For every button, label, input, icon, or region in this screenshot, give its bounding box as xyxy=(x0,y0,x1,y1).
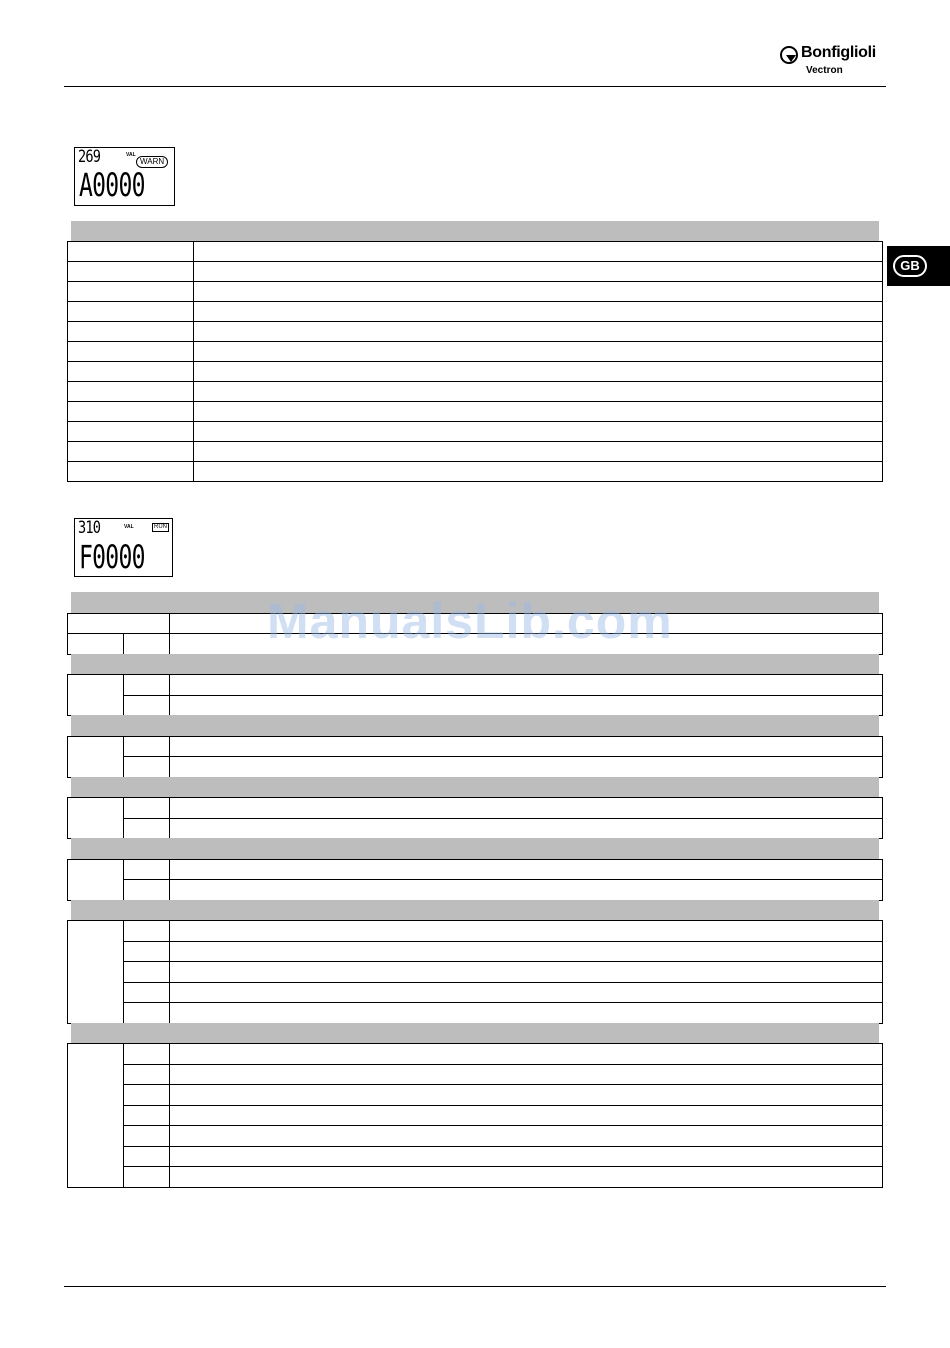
table-row xyxy=(68,859,883,880)
group-header-bar xyxy=(71,777,879,798)
table-row xyxy=(68,798,883,819)
fault-group-table xyxy=(67,1043,883,1188)
code-cell xyxy=(124,1146,170,1167)
description-cell xyxy=(170,859,883,880)
description-cell xyxy=(170,982,883,1003)
table1-header-bar xyxy=(71,221,879,241)
table-row xyxy=(68,262,883,282)
code-group-cell xyxy=(68,921,124,1024)
description-cell xyxy=(170,757,883,778)
table-row xyxy=(68,736,883,757)
description-cell xyxy=(170,962,883,983)
code-cell xyxy=(68,342,194,362)
group-header-bar xyxy=(71,1023,879,1044)
code-cell xyxy=(124,695,170,716)
table-row xyxy=(68,1064,883,1085)
table-row xyxy=(68,362,883,382)
description-cell xyxy=(170,921,883,942)
table-row xyxy=(68,1085,883,1106)
description-cell xyxy=(170,1064,883,1085)
brand-sub: Vectron xyxy=(806,65,843,76)
lcd-warn-indicator: WARN xyxy=(136,156,168,168)
code-cell xyxy=(124,1003,170,1024)
description-cell xyxy=(170,1044,883,1065)
footer-rule xyxy=(64,1286,886,1287)
code-cell xyxy=(124,1167,170,1188)
description-cell xyxy=(170,1003,883,1024)
table-row xyxy=(68,1146,883,1167)
description-cell xyxy=(170,1085,883,1106)
fault-group-table xyxy=(67,674,883,716)
code-cell xyxy=(124,675,170,696)
table-row xyxy=(68,242,883,262)
table-row xyxy=(68,282,883,302)
table-row xyxy=(68,941,883,962)
group-header-bar xyxy=(71,900,879,921)
code-cell xyxy=(68,442,194,462)
code-cell xyxy=(124,736,170,757)
lcd-value: F0000 xyxy=(79,538,145,576)
code-cell xyxy=(68,282,194,302)
lcd-parameter-number: 310 xyxy=(78,518,101,538)
description-cell xyxy=(170,695,883,716)
code-cell xyxy=(68,262,194,282)
code-group-cell xyxy=(68,798,124,839)
code-cell xyxy=(68,422,194,442)
code-cell xyxy=(124,859,170,880)
code-cell xyxy=(124,1126,170,1147)
code-group-cell xyxy=(68,736,124,777)
description-cell xyxy=(194,402,883,422)
language-tab-label: GB xyxy=(893,255,927,277)
description-cell xyxy=(170,675,883,696)
code-cell xyxy=(124,1064,170,1085)
table-row xyxy=(68,402,883,422)
code-cell xyxy=(124,1044,170,1065)
code-group-cell xyxy=(68,675,124,716)
code-group-cell xyxy=(68,1044,124,1188)
table-row xyxy=(68,1105,883,1126)
language-tab xyxy=(887,246,950,286)
description-cell xyxy=(170,1126,883,1147)
code-cell xyxy=(124,818,170,839)
description-cell xyxy=(170,1105,883,1126)
lcd-value: A0000 xyxy=(79,166,145,204)
code-cell xyxy=(124,982,170,1003)
description-cell xyxy=(194,362,883,382)
group-header-bar xyxy=(71,838,879,859)
code-cell xyxy=(124,1085,170,1106)
table-row xyxy=(68,342,883,362)
warning-codes-table xyxy=(67,241,883,482)
group-header-bar xyxy=(71,654,879,675)
table-row xyxy=(68,818,883,839)
fault-group-table xyxy=(67,736,883,778)
table-row xyxy=(68,695,883,716)
description-cell xyxy=(194,302,883,322)
description-cell xyxy=(194,242,883,262)
code-cell xyxy=(124,880,170,901)
code-cell xyxy=(68,302,194,322)
fault-group-table xyxy=(67,797,883,839)
code-cell xyxy=(124,962,170,983)
lcd-val-indicator: VAL xyxy=(126,152,136,158)
table-row xyxy=(68,675,883,696)
watermark: ManualsLib.com xyxy=(267,593,673,649)
description-cell xyxy=(194,442,883,462)
code-cell xyxy=(124,941,170,962)
description-cell xyxy=(170,880,883,901)
code-cell xyxy=(68,322,194,342)
description-cell xyxy=(170,818,883,839)
description-cell xyxy=(170,941,883,962)
code-cell xyxy=(68,462,194,482)
code-cell xyxy=(124,1105,170,1126)
lcd-parameter-number: 269 xyxy=(78,147,101,167)
table-row xyxy=(68,982,883,1003)
lcd-val-indicator: VAL xyxy=(124,524,134,530)
table-row xyxy=(68,1044,883,1065)
description-cell xyxy=(194,282,883,302)
lcd-display-warning xyxy=(74,147,175,206)
code-cell xyxy=(68,402,194,422)
table-row xyxy=(68,422,883,442)
table-row xyxy=(68,757,883,778)
table-row xyxy=(68,462,883,482)
description-cell xyxy=(170,1146,883,1167)
code-group-cell xyxy=(68,859,124,900)
table-row xyxy=(68,302,883,322)
lcd-run-indicator: RUN xyxy=(154,524,167,530)
code-cell xyxy=(68,362,194,382)
table-row xyxy=(68,1003,883,1024)
code-cell xyxy=(68,382,194,402)
table-row xyxy=(68,442,883,462)
code-cell xyxy=(68,613,170,634)
table-row xyxy=(68,322,883,342)
table-row xyxy=(68,382,883,402)
code-cell xyxy=(124,798,170,819)
description-cell xyxy=(194,342,883,362)
logo-emblem-icon xyxy=(780,46,798,64)
code-cell xyxy=(124,634,170,655)
table-row xyxy=(68,962,883,983)
description-cell xyxy=(194,462,883,482)
code-group-cell xyxy=(68,634,124,655)
code-cell xyxy=(124,921,170,942)
group-header-bar xyxy=(71,715,879,736)
code-cell xyxy=(124,757,170,778)
code-cell xyxy=(68,242,194,262)
description-cell xyxy=(194,262,883,282)
fault-group-table xyxy=(67,859,883,901)
table-row xyxy=(68,880,883,901)
description-cell xyxy=(194,382,883,402)
description-cell xyxy=(170,798,883,819)
description-cell xyxy=(194,422,883,442)
fault-group-table xyxy=(67,920,883,1024)
table-row xyxy=(68,1126,883,1147)
description-cell xyxy=(170,1167,883,1188)
bonfiglioli-logo xyxy=(780,44,890,78)
description-cell xyxy=(194,322,883,342)
table-row xyxy=(68,1167,883,1188)
header-rule xyxy=(64,86,886,87)
brand-name: Bonfiglioli xyxy=(801,44,876,61)
lcd-display-fault xyxy=(74,518,173,577)
description-cell xyxy=(170,736,883,757)
table-row xyxy=(68,921,883,942)
